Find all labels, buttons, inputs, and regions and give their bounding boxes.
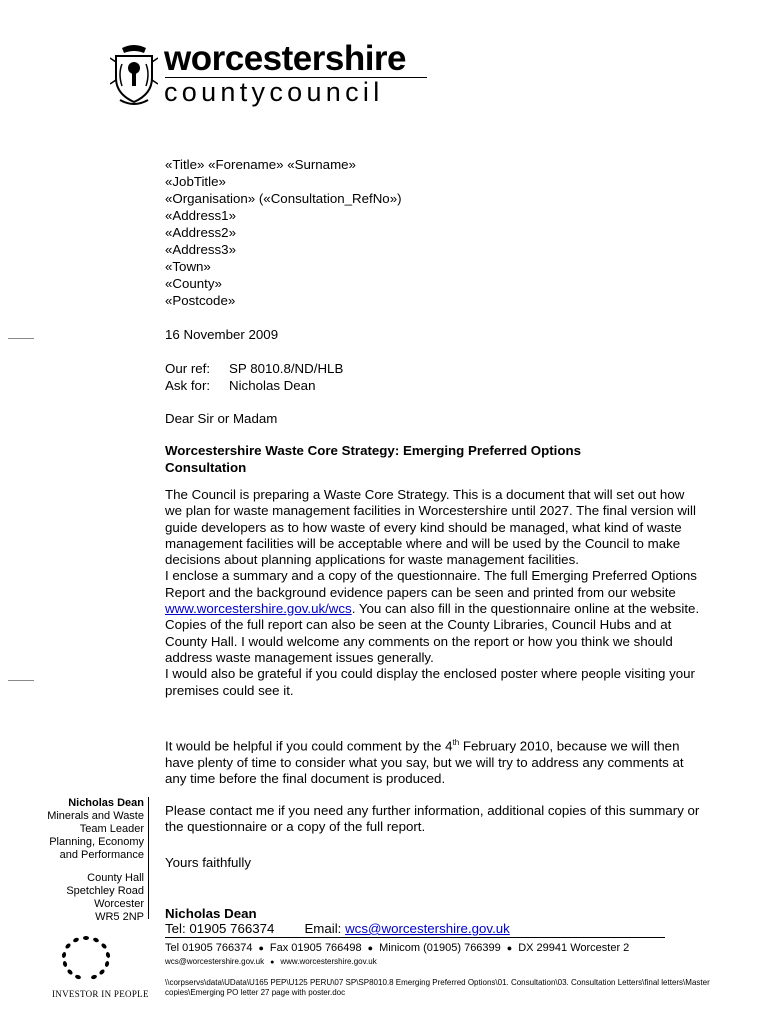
paragraph-1: The Council is preparing a Waste Core Strategy. This is a document that will set out how we plan for waste management facilities in Worcestershire until 2027. The final version will guide developers as to how waste of every kind should be managed, what kind of waste management facilities will be acceptable where and will be used by the Council to make decisions about planning applications for waste management facilities. [165,487,696,568]
sidebar-divider [148,797,149,919]
letter-body [165,487,700,699]
letter-heading: Worcestershire Waste Core Strategy: Emerging Preferred Options Consultation [165,443,582,475]
footer-web-line [165,957,377,966]
sidebar-contact [47,797,144,862]
footer-fax: Fax 01905 766498 [269,942,362,954]
footer-file-path: \\corpservs\data\UData\U165 PEP\U125 PERU\07 SP\SP8010.8 Emerging Preferred Options\01. Consultation\03. Consultation Letters\final letters\Master copies\Emerging PO letter 27 page with poster.doc [165,978,710,997]
reference-block [165,360,343,394]
footer-divider [165,937,665,938]
bullet-icon: ● [258,943,264,953]
recipient-address [165,156,402,309]
bullet-icon: ● [367,943,374,953]
paragraph-5: Please contact me if you need any further information, additional copies of this summary or the questionnaire or a copy of the full report. [165,803,700,835]
sidebar-role-line: Planning, Economy [49,836,144,848]
address-line: «Town» [165,259,211,274]
sidebar-role-line: Minerals and Waste [47,810,144,822]
signature-name: Nicholas Dean [165,906,257,921]
footer-web[interactable]: www.worcestershire.gov.uk [280,957,377,966]
letter-date: 16 November 2009 [165,327,279,342]
sidebar-address-line: County Hall [87,872,144,884]
county-crest-icon [110,44,158,106]
footer-tel: Tel 01905 766374 [165,942,253,954]
sidebar-name: Nicholas Dean [68,797,144,809]
signature-contact [165,920,510,937]
footer-dx: DX 29941 Worcester 2 [518,942,630,954]
sidebar-role-line: and Performance [59,849,144,861]
logo-name-line1: worcestershire [164,39,407,78]
paragraph-2: I enclose a summary and a copy of the questionnaire. The full Emerging Preferred Options Report and the background evidence papers can be seen and printed from our website www.worcestershire.gov.uk/wcs. You can also fill in the questionnaire online at the website. Copies of the full report can also be seen at the County Libraries, Council Hubs and at County Hall. I would welcome any comments on the report or how you think we should address waste management issues generally. [165,568,700,665]
address-line: «Title» «Forename» «Surname» [165,157,356,172]
sidebar-address [66,872,144,924]
investors-in-people-text: INVESTOR IN PEOPLE [52,989,149,999]
bullet-icon: ● [506,943,513,953]
address-line: «Address3» [165,242,236,257]
sidebar-address-line: Spetchley Road [66,885,144,897]
address-line: «Postcode» [165,293,236,308]
footer-minicom: Minicom (01905) 766399 [379,942,501,954]
address-line: «Address1» [165,208,236,223]
our-ref-label: Our ref: [165,361,211,376]
sidebar-address-line: Worcester [94,898,144,910]
signature-email-label: Email: [304,921,346,936]
signature-email-link[interactable]: wcs@worcestershire.gov.uk [345,921,510,936]
address-line: «Organisation» («Consultation_RefNo») [165,191,402,206]
footer-email[interactable]: wcs@worcestershire.gov.uk [165,957,265,966]
our-ref-value: SP 8010.8/ND/HLB [229,361,344,376]
website-link[interactable]: www.worcestershire.gov.uk/wcs [165,601,352,617]
margin-fold-mark [8,680,34,681]
ask-for-label: Ask for: [165,378,211,393]
logo-name-line2: countycouncil [164,77,384,107]
bullet-icon: ● [270,959,275,966]
paragraph-3: I would also be grateful if you could display the enclosed poster where people visiting your premises could see it. [165,666,695,698]
footer-contact-line [165,942,629,954]
paragraph-4: It would be helpful if you could comment by the 4th February 2010, because we will then have plenty of time to consider what you say, but we will try to address any comments at any time before the final document is produced. [165,738,684,787]
sidebar-role-line: Team Leader [79,823,144,835]
margin-fold-mark [8,338,34,339]
signature-tel: Tel: 01905 766374 [165,921,275,936]
address-line: «Address2» [165,225,236,240]
salutation: Dear Sir or Madam [165,411,278,426]
ask-for-value: Nicholas Dean [229,378,316,393]
closing: Yours faithfully [165,855,251,870]
investors-in-people-icon [58,934,114,982]
address-line: «JobTitle» [165,174,226,189]
sidebar-address-line: WR5 2NP [95,911,144,923]
address-line: «County» [165,276,222,291]
